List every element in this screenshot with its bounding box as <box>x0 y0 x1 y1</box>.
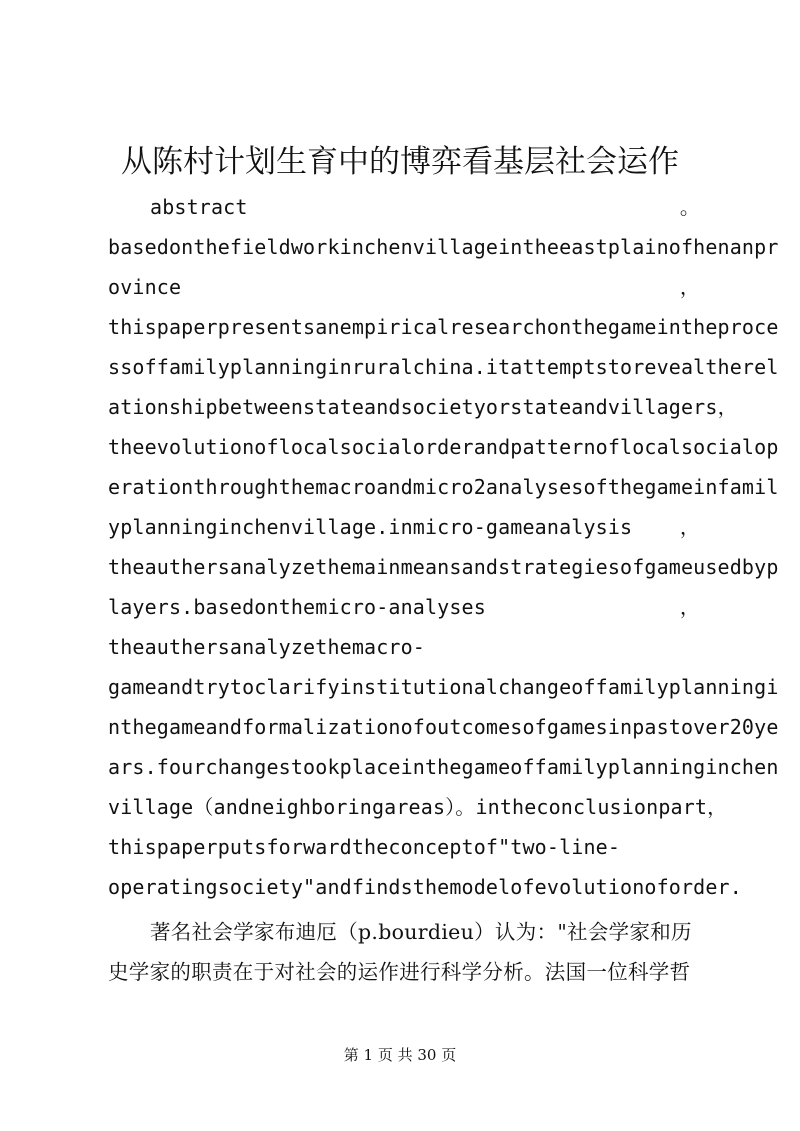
abstract-punct: ， <box>717 395 738 419</box>
abstract-line-11 <box>108 587 700 627</box>
abstract-line-14: nthegameandformalizationofoutcomesofgamesinpastover20ye <box>108 715 779 739</box>
abstract-paren-open: （ <box>193 795 214 819</box>
body-paragraph-line-1: 著名社会学家布迪厄（p.bourdieu）认为："社会学家和历 <box>150 920 692 944</box>
abstract-label: abstract <box>150 195 248 219</box>
abstract-label-punct: 。 <box>679 195 700 219</box>
abstract-line-15: ars.fourchangestookplaceinthegameoffamilyplanninginchen <box>108 755 779 779</box>
abstract-line-6 <box>108 387 738 427</box>
abstract-line-17: thispaperputsforwardtheconceptof"two-line- <box>108 835 621 859</box>
abstract-punct: ， <box>679 595 700 619</box>
abstract-line-18: operatingsociety"andfindsthemodelofevolutionoforder. <box>108 875 742 899</box>
body-paragraph-line-2: 史学家的职责在于对社会的运作进行科学分析。法国一位科学哲 <box>108 960 691 984</box>
abstract-punct: ， <box>679 275 700 299</box>
abstract-line-12: theauthersanalyzethemacro- <box>108 635 425 659</box>
abstract-punct: ， <box>679 515 700 539</box>
abstract-text: yplanninginchenvillage.inmicro-gameanalysis <box>108 515 633 539</box>
abstract-line-4: thispaperpresentsanempiricalresearchonthegameintheproce <box>108 315 779 339</box>
abstract-text: intheconclusionpart <box>475 795 708 819</box>
abstract-line-3 <box>108 267 700 307</box>
abstract-line-1 <box>150 187 700 227</box>
abstract-line-5: ssoffamilyplanninginruralchina.itattemptstorevealtherel <box>108 355 779 379</box>
abstract-text: ationshipbetweenstateandsocietyorstateandvillagers <box>108 395 718 419</box>
abstract-line-9 <box>108 507 700 547</box>
abstract-line-8: erationthroughthemacroandmicro2analysesofthegameinfamil <box>108 475 779 499</box>
abstract-text: village <box>108 795 194 819</box>
abstract-line-2: basedonthefieldworkinchenvillageintheeastplainofhenanpr <box>108 235 779 259</box>
abstract-punct: ， <box>707 795 728 819</box>
abstract-line-16 <box>108 787 728 827</box>
abstract-paren-close: ）。 <box>445 795 476 819</box>
page-indicator: 第 1 页 共 30 页 <box>343 1046 457 1064</box>
abstract-text: layers.basedonthemicro-analyses <box>108 595 486 619</box>
abstract-line-7: theevolutionoflocalsocialorderandpatternoflocalsocialop <box>108 435 779 459</box>
abstract-text: andneighboringareas <box>213 795 446 819</box>
abstract-line-13: gameandtrytoclarifyinstitutionalchangeoffamilyplanningi <box>108 675 779 699</box>
document-title: 从陈村计划生育中的博弈看基层社会运作 <box>121 144 679 180</box>
abstract-text: ovince <box>108 275 182 299</box>
abstract-line-10: theauthersanalyzethemainmeansandstrategiesofgameusedbyp <box>108 555 779 579</box>
